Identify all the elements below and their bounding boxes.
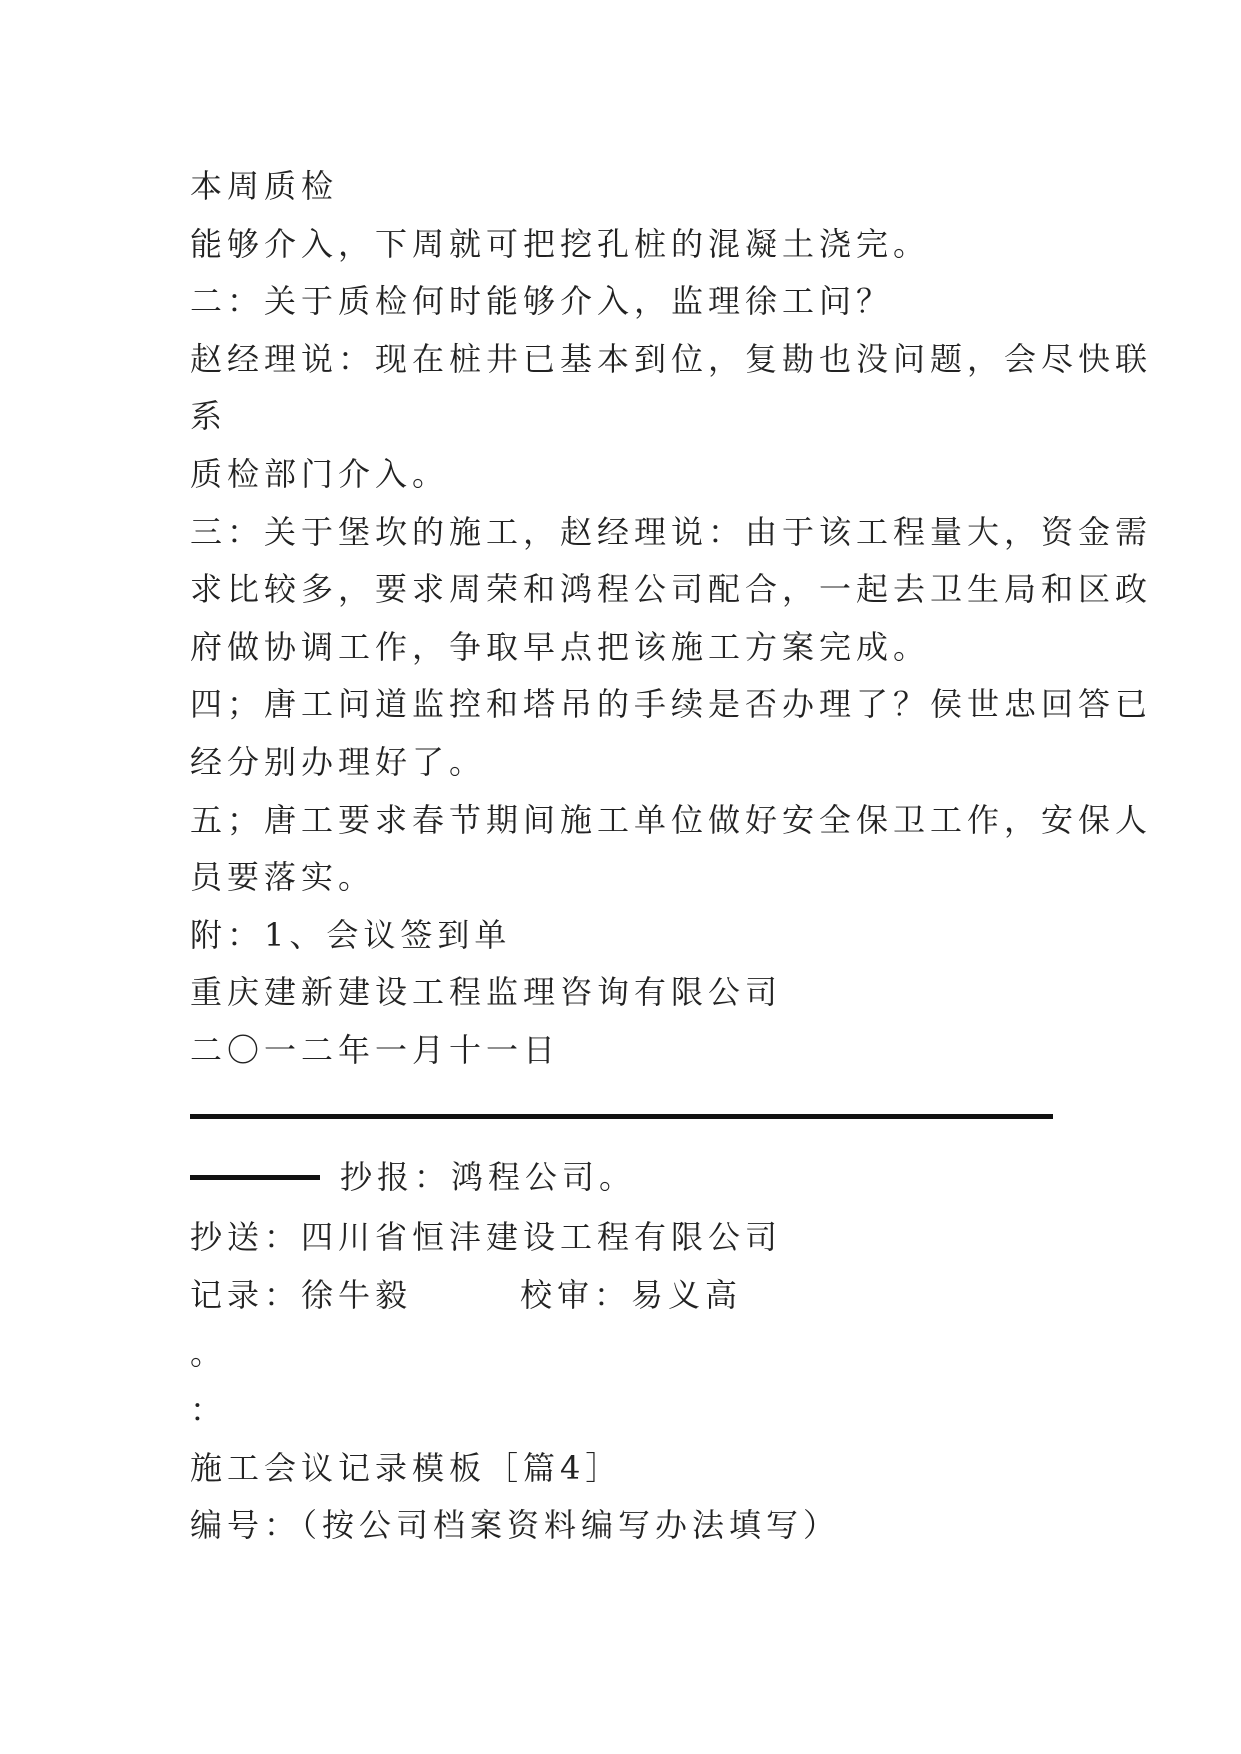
text-line: 附：1、会议签到单 [190, 916, 512, 954]
stray-mark: ： [190, 1391, 228, 1429]
text-line: 能够介入，下周就可把挖孔桩的混凝土浇完。 [190, 225, 931, 263]
text-line: 求比较多，要求周荣和鸿程公司配合，一起去卫生局和区政 [190, 570, 1153, 608]
date-line: 二〇一二年一月十一日 [190, 1031, 561, 1069]
text-line: 系 [190, 397, 228, 435]
section-title: 施工会议记录模板［篇4］ [190, 1449, 623, 1487]
text-line: 三：关于堡坎的施工，赵经理说：由于该工程量大，资金需 [190, 513, 1153, 551]
number-line: 编号：（按公司档案资料编写办法填写） [190, 1506, 841, 1544]
reviewer: 校审：易义高 [520, 1276, 743, 1314]
text-line: 员要落实。 [190, 858, 376, 896]
text-line: 二：关于质检何时能够介入，监理徐工问？ [190, 282, 894, 320]
company-name: 重庆建新建设工程监理咨询有限公司 [190, 973, 783, 1011]
cc-report: 抄报：鸿程公司。 [340, 1158, 637, 1196]
text-line: 质检部门介入。 [190, 455, 450, 493]
text-line: 赵经理说：现在桩井已基本到位，复勘也没问题，会尽快联 [190, 340, 1153, 378]
recorder: 记录：徐牛毅 [190, 1276, 413, 1314]
cc-send: 抄送：四川省恒沣建设工程有限公司 [190, 1218, 783, 1256]
text-line: 府做协调工作，争取早点把该施工方案完成。 [190, 628, 931, 666]
divider-rule-short [190, 1175, 320, 1180]
text-line: 五；唐工要求春节期间施工单位做好安全保卫工作，安保人 [190, 801, 1153, 839]
record-review-line [190, 1275, 1060, 1315]
stray-mark: 。 [190, 1334, 228, 1372]
text-line: 经分别办理好了。 [190, 743, 487, 781]
text-line: 四；唐工问道监控和塔吊的手续是否办理了？侯世忠回答已 [190, 685, 1153, 723]
text-line: 本周质检 [190, 167, 339, 205]
divider-rule [190, 1114, 1053, 1119]
